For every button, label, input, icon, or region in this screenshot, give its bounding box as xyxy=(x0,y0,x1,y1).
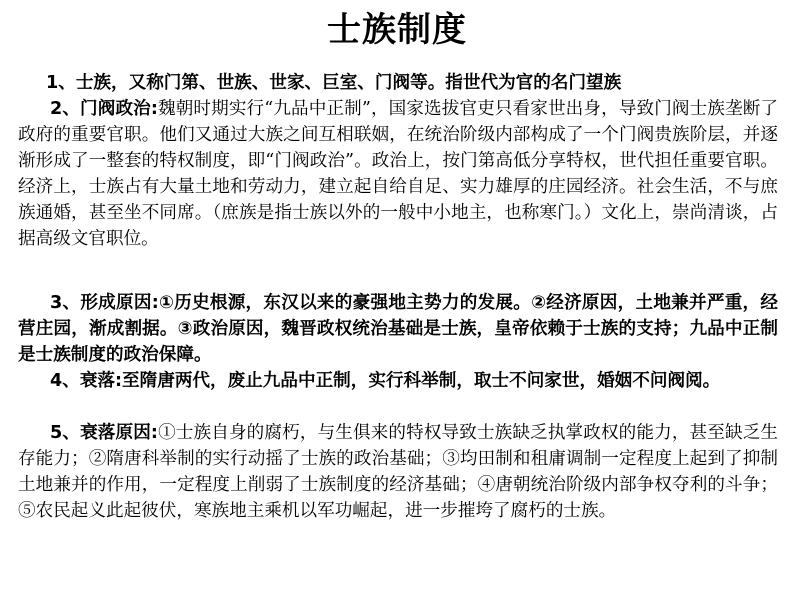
paragraph-2-menfa-politics xyxy=(18,96,778,252)
page-title: 士族制度 xyxy=(327,10,467,50)
paragraph-3-formation-causes: 3、形成原因:①历史根源，东汉以来的豪强地主势力的发展。②经济原因，土地兼并严重，经营庄园，渐成割据。③政治原因，魏晋政权统治基础是士族，皇帝依赖于士族的支持；九品中正制是士族制度的政治保障。 xyxy=(18,293,778,365)
paragraph-2-body: 魏朝时期实行“九品中正制”，国家选拔官吏只看家世出身，导致门阀士族垄断了政府的重要官职。他们又通过大族之间互相联姻，在统治阶级内部构成了一个门阀贵族阶层，并逐渐形成了一整套的特权制度，即“门阀政治”。政治上，按门第高低分享特权，世代担任重要官职。经济上，士族占有大量土地和劳动力，建立起自给自足、实力雄厚的庄园经济。社会生活，不与庶族通婚，甚至坐不同席。（庶族是指士族以外的一般中小地主，也称寒门。）文化上，崇尚清谈，占据高级文官职位。 xyxy=(18,99,778,249)
paragraph-5-body: ①士族自身的腐朽，与生俱来的特权导致士族缺乏执掌政权的能力，甚至缺乏生存能力；②隋唐科举制的实行动摇了士族的政治基础；③均田制和租庸调制一定程度上起到了抑制土地兼并的作用，一定程度上削弱了士族制度的经济基础；④唐朝统治阶级内部争权夺利的斗争；⑤农民起义此起彼伏，寒族地主乘机以军功崛起，进一步摧垮了腐朽的士族。 xyxy=(18,423,778,521)
paragraph-5-label: 5、衰落原因: xyxy=(50,423,158,443)
paragraph-2-label: 2、门阀政治: xyxy=(50,99,158,119)
paragraph-4-decline: 4、衰落:至隋唐两代，废止九品中正制，实行科举制，取士不问家世，婚姻不问阀阅。 xyxy=(50,371,721,391)
paragraph-1-definition: 1、士族，又称门第、世族、世家、巨室、门阀等。指世代为官的名门望族 xyxy=(46,73,622,93)
paragraph-5-decline-causes xyxy=(18,420,778,524)
